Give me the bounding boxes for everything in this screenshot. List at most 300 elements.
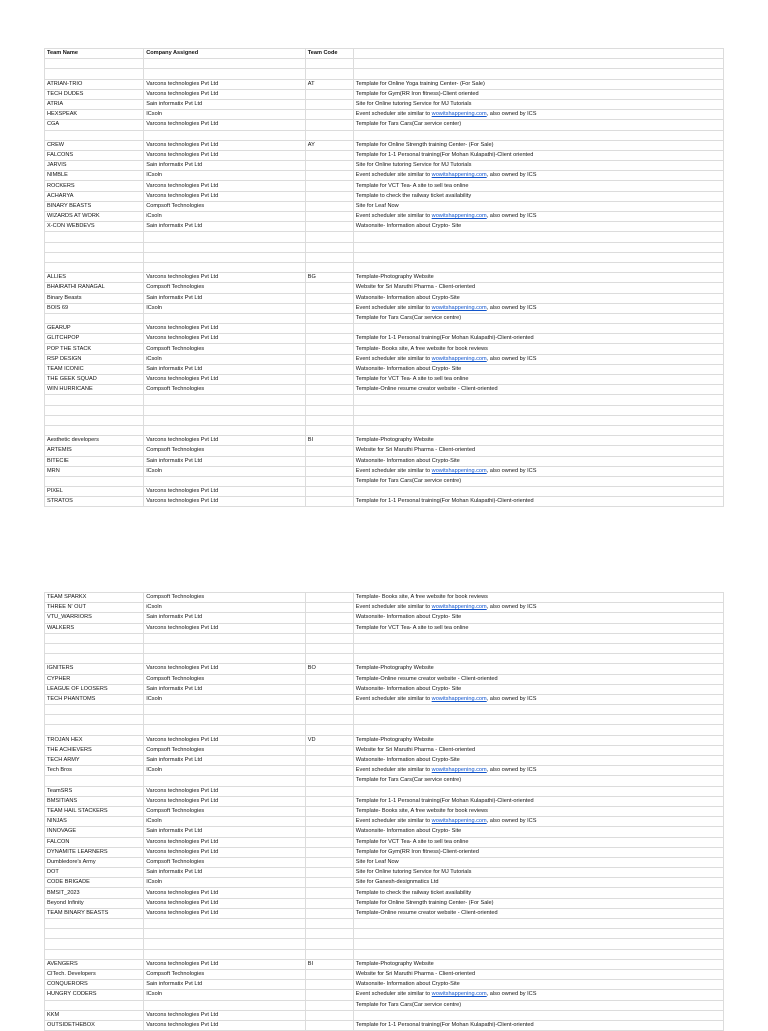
project-cell: Template-Online resume creator website - Client-oriented [353,385,723,395]
project-link[interactable]: wowitshappening.com [431,111,487,118]
company-cell [144,130,306,140]
team-code-cell [305,745,353,755]
team-code-cell [305,786,353,796]
table-row [45,705,724,715]
table-row [45,776,724,786]
project-cell [353,1010,723,1020]
team-code-cell [305,603,353,613]
project-cell: Template-Photography Website [353,735,723,745]
project-cell [353,487,723,497]
team-name-cell: INNOVAGE [45,827,144,837]
company-cell [144,725,306,735]
project-cell: Template-Photography Website [353,273,723,283]
project-cell [353,603,723,613]
project-cell [353,303,723,313]
table-row [45,344,724,354]
table-row [45,664,724,674]
team-code-cell [305,456,353,466]
company-cell: Sain informatix Pvt Ltd [144,868,306,878]
team-name-cell: NIMBLE [45,171,144,181]
team-name-cell [45,929,144,939]
project-link[interactable]: wowitshappening.com [431,767,487,774]
table-row [45,476,724,486]
project-cell [353,725,723,735]
company-cell: Sain informatix Pvt Ltd [144,756,306,766]
company-cell: Varcons technologies Pvt Ltd [144,888,306,898]
project-cell: Site for Ganesh-designmatics Ltd [353,878,723,888]
project-cell [353,939,723,949]
team-name-cell: CITech. Developers [45,969,144,979]
team-name-cell: Aesthetic developers [45,436,144,446]
company-cell [144,776,306,786]
company-cell: Varcons technologies Pvt Ltd [144,191,306,201]
table-row [45,745,724,755]
project-cell: Template- Books site, A free website for book reviews [353,593,723,603]
header-team-name: Team Name [45,49,144,59]
team-name-cell: ALLIES [45,273,144,283]
company-cell [144,242,306,252]
company-cell: Compsoft Technologies [144,283,306,293]
team-code-cell [305,262,353,272]
project-text-before-link: Event scheduler site similar to [355,172,432,179]
team-code-cell [305,1020,353,1030]
team-name-cell: TeamSRS [45,786,144,796]
team-name-cell: POP THE STACK [45,344,144,354]
project-cell [353,242,723,252]
team-code-cell [305,344,353,354]
company-cell [144,949,306,959]
table-row [45,654,724,664]
project-link[interactable]: wowitshappening.com [431,991,487,998]
company-cell [144,654,306,664]
project-cell: Watsonsite- Information about Crypto- Site [353,827,723,837]
company-cell: Compsoft Technologies [144,201,306,211]
company-cell [144,405,306,415]
team-code-cell [305,191,353,201]
table-row [45,283,724,293]
company-cell: Varcons technologies Pvt Ltd [144,140,306,150]
team-code-cell [305,908,353,918]
team-name-cell: TECH DUDES [45,89,144,99]
project-cell: Template for VCT Tea- A site to sell tea online [353,837,723,847]
team-name-cell [45,476,144,486]
table-row [45,919,724,929]
project-cell [353,252,723,262]
project-cell: Template for Tars Cars(Car service centre) [353,776,723,786]
project-cell [353,110,723,120]
project-cell: Website for Sri Maruthi Pharma - Client-oriented [353,969,723,979]
team-name-cell: NINJAS [45,817,144,827]
team-name-cell: BMSITIANS [45,796,144,806]
project-cell: Template for Gym(RR Iron fitness)-Client oriented [353,89,723,99]
company-cell: Sain informatix Pvt Ltd [144,364,306,374]
team-code-cell [305,847,353,857]
project-cell [353,919,723,929]
company-cell [144,715,306,725]
team-code-cell: AY [305,140,353,150]
project-cell: Template for VCT Tea- A site to sell tea online [353,623,723,633]
project-cell: Template for 1-1 Personal training(For Mohan Kulapathi)-Client-oriented [353,796,723,806]
team-name-cell: ACHARYA [45,191,144,201]
company-cell: Varcons technologies Pvt Ltd [144,735,306,745]
team-code-cell: VD [305,735,353,745]
team-code-cell [305,313,353,323]
team-name-cell [45,919,144,929]
table-row [45,89,724,99]
team-code-cell [305,293,353,303]
company-cell: Sain informatix Pvt Ltd [144,684,306,694]
team-code-cell [305,232,353,242]
company-cell: Varcons technologies Pvt Ltd [144,150,306,160]
team-name-cell: CYPHER [45,674,144,684]
company-cell [144,313,306,323]
team-name-cell [45,405,144,415]
team-code-cell [305,497,353,507]
project-cell [353,786,723,796]
company-cell: Compsoft Technologies [144,344,306,354]
table-row [45,715,724,725]
table-row [45,817,724,827]
project-link[interactable]: wowitshappening.com [431,355,487,362]
company-cell: ICsoln [144,466,306,476]
header-team-code: Team Code [305,49,353,59]
table-row [45,385,724,395]
team-code-cell [305,756,353,766]
team-name-cell: Beyond Infinity [45,898,144,908]
table-row [45,725,724,735]
team-code-cell [305,623,353,633]
table-row [45,201,724,211]
table-row [45,786,724,796]
project-cell: Template for Online Yoga training Center- (For Sale) [353,79,723,89]
team-code-cell [305,694,353,704]
team-assignment-table-page-2 [44,592,724,1031]
project-cell: Template for Tars Cars(Car service centre) [353,313,723,323]
project-cell [353,59,723,69]
company-cell: Varcons technologies Pvt Ltd [144,837,306,847]
company-cell: Varcons technologies Pvt Ltd [144,847,306,857]
company-cell [144,59,306,69]
team-code-cell [305,817,353,827]
company-cell: iCsoln [144,603,306,613]
team-code-cell [305,303,353,313]
table-row [45,847,724,857]
table-row [45,939,724,949]
company-cell [144,643,306,653]
team-code-cell [305,476,353,486]
project-cell [353,324,723,334]
project-text-before-link: Event scheduler site similar to [355,304,432,311]
team-code-cell [305,222,353,232]
team-code-cell [305,633,353,643]
project-cell: Watsonsite- Information about Crypto- Site [353,364,723,374]
team-name-cell: FALCON [45,837,144,847]
table-row [45,1020,724,1030]
project-cell: Site for Online tutoring Service for MJ Tutorials [353,99,723,109]
team-name-cell [45,313,144,323]
table-row [45,252,724,262]
project-text-before-link: Event scheduler site similar to [355,355,432,362]
project-link[interactable]: wowitshappening.com [431,213,487,220]
project-cell: Website for Sri Maruthi Pharma - Client-oriented [353,745,723,755]
team-code-cell [305,766,353,776]
team-name-cell [45,654,144,664]
team-name-cell: BITECIE [45,456,144,466]
company-cell: Varcons technologies Pvt Ltd [144,436,306,446]
table-row [45,273,724,283]
table-row [45,59,724,69]
company-cell: Varcons technologies Pvt Ltd [144,89,306,99]
project-text-after-link: , also owned by ICS [486,818,537,825]
project-text-after-link: , also owned by ICS [486,355,537,362]
project-text-before-link: Event scheduler site similar to [355,467,432,474]
team-name-cell: BHAIRATHI RANAGAL [45,283,144,293]
company-cell: Varcons technologies Pvt Ltd [144,273,306,283]
team-name-cell: WIZARDS AT WORK [45,212,144,222]
company-cell: Compsoft Technologies [144,969,306,979]
table-body-page-2 [45,593,724,1031]
project-cell [353,633,723,643]
team-name-cell [45,939,144,949]
team-name-cell: BOIS 69 [45,303,144,313]
table-row [45,425,724,435]
project-text-after-link: , also owned by ICS [486,695,537,702]
table-row [45,990,724,1000]
team-code-cell [305,919,353,929]
team-code-cell [305,796,353,806]
team-code-cell [305,980,353,990]
project-cell [353,817,723,827]
team-name-cell: IGNITERS [45,664,144,674]
project-link[interactable]: wowitshappening.com [431,467,487,474]
team-name-cell: ROCKERS [45,181,144,191]
table-row [45,99,724,109]
team-name-cell: ATRIA [45,99,144,109]
team-name-cell: ATRIAN-TRIO [45,79,144,89]
project-cell: Template for Online Strength training Center- (For Sale) [353,140,723,150]
table-row [45,120,724,130]
table-row [45,324,724,334]
team-code-cell [305,150,353,160]
project-cell [353,929,723,939]
company-cell: Varcons technologies Pvt Ltd [144,786,306,796]
table-row [45,354,724,364]
team-assignment-table-page-1 [44,48,724,507]
table-row [45,395,724,405]
team-code-cell [305,888,353,898]
project-text-after-link: , also owned by ICS [486,767,537,774]
company-cell: Varcons technologies Pvt Ltd [144,898,306,908]
company-cell [144,919,306,929]
team-name-cell [45,425,144,435]
table-row [45,806,724,816]
project-link[interactable]: wowitshappening.com [431,695,487,702]
table-row [45,334,724,344]
project-cell [353,766,723,776]
team-name-cell: RSP DESIGN [45,354,144,364]
project-cell: Watsonsite- Information about Crypto-Site [353,456,723,466]
project-cell: Site for Leaf Now [353,857,723,867]
table-row [45,466,724,476]
project-cell: Website for Sri Maruthi Pharma - Client-oriented [353,283,723,293]
project-cell [353,395,723,405]
team-code-cell [305,425,353,435]
team-code-cell [305,405,353,415]
table-row [45,456,724,466]
company-cell: Sain informatix Pvt Ltd [144,293,306,303]
project-cell [353,990,723,1000]
project-link[interactable]: wowitshappening.com [431,604,487,611]
project-text-before-link: Event scheduler site similar to [355,213,432,220]
project-cell: Template- Books site, A free website for book reviews [353,344,723,354]
team-name-cell: STRATOS [45,497,144,507]
company-cell [144,395,306,405]
team-code-cell [305,110,353,120]
table-row [45,415,724,425]
project-cell [353,705,723,715]
company-cell: Varcons technologies Pvt Ltd [144,375,306,385]
project-cell: Template-Photography Website [353,959,723,969]
company-cell: ICsoln [144,110,306,120]
table-row [45,313,724,323]
project-cell [353,69,723,79]
team-code-cell [305,939,353,949]
company-cell: Compsoft Technologies [144,806,306,816]
team-name-cell: CGA [45,120,144,130]
table-row [45,293,724,303]
team-name-cell: HUNGRY CODERS [45,990,144,1000]
project-text-after-link: , also owned by ICS [486,304,537,311]
project-cell: Template to check the railway ticket availability [353,888,723,898]
project-cell [353,715,723,725]
project-cell: Watsonsite- Information about Crypto- Site [353,222,723,232]
team-name-cell: DOT [45,868,144,878]
team-name-cell: THREE N' OUT [45,603,144,613]
team-code-cell [305,181,353,191]
company-cell [144,232,306,242]
project-cell: Template- Books site, A free website for book reviews [353,806,723,816]
team-name-cell: THE ACHIEVERS [45,745,144,755]
team-name-cell [45,59,144,69]
team-code-cell [305,1000,353,1010]
project-cell [353,949,723,959]
project-cell: Watsonsite- Information about Crypto-Site [353,756,723,766]
project-cell: Template for Tars Cars(Car service centre) [353,1000,723,1010]
team-code-cell [305,684,353,694]
project-cell: Website for Sri Maruthi Pharma - Client-oriented [353,446,723,456]
table-row [45,593,724,603]
team-code-cell [305,212,353,222]
project-cell [353,643,723,653]
team-name-cell [45,262,144,272]
team-name-cell [45,633,144,643]
team-name-cell [45,395,144,405]
team-name-cell: CREW [45,140,144,150]
team-name-cell: Dumbledore's Army [45,857,144,867]
team-name-cell [45,1000,144,1010]
project-link[interactable]: wowitshappening.com [431,304,487,311]
header-row [45,49,724,59]
table-row [45,949,724,959]
table-row [45,857,724,867]
company-cell: Varcons technologies Pvt Ltd [144,334,306,344]
team-name-cell: BMSIT_2023 [45,888,144,898]
company-cell: ICsoln [144,990,306,1000]
table-row [45,405,724,415]
table-row [45,497,724,507]
company-cell: Compsoft Technologies [144,745,306,755]
team-name-cell: CONQUERORS [45,980,144,990]
team-name-cell: TROJAN HEX [45,735,144,745]
team-name-cell: TEAM BINARY BEASTS [45,908,144,918]
project-cell: Watsonsite- Information about Crypto- Site [353,684,723,694]
project-cell: Template-Photography Website [353,436,723,446]
table-row [45,1010,724,1020]
team-code-cell [305,1010,353,1020]
project-link[interactable]: wowitshappening.com [431,818,487,825]
table-row [45,1000,724,1010]
company-cell: Varcons technologies Pvt Ltd [144,623,306,633]
team-name-cell: AVENGERS [45,959,144,969]
team-name-cell [45,705,144,715]
table-row [45,242,724,252]
company-cell: Sain informatix Pvt Ltd [144,456,306,466]
table-row [45,171,724,181]
company-cell: Varcons technologies Pvt Ltd [144,1010,306,1020]
company-cell: Compsoft Technologies [144,385,306,395]
project-cell: Template to check the railway ticket availability [353,191,723,201]
table-row [45,375,724,385]
team-code-cell [305,929,353,939]
project-cell [353,466,723,476]
project-text-before-link: Event scheduler site similar to [355,767,432,774]
project-text-before-link: Event scheduler site similar to [355,695,432,702]
company-cell [144,415,306,425]
company-cell: Varcons technologies Pvt Ltd [144,181,306,191]
table-row [45,827,724,837]
project-cell: Watsonsite- Information about Crypto-Site [353,293,723,303]
company-cell [144,252,306,262]
team-code-cell [305,120,353,130]
table-row [45,613,724,623]
team-name-cell [45,715,144,725]
table-row [45,130,724,140]
company-cell: Sain informatix Pvt Ltd [144,222,306,232]
project-cell: Template-Online resume creator website - Client-oriented [353,908,723,918]
team-name-cell: HEXSPEAK [45,110,144,120]
team-name-cell: VTU_WARRIORS [45,613,144,623]
company-cell [144,262,306,272]
team-name-cell: THE GEEK SQUAD [45,375,144,385]
project-cell [353,212,723,222]
company-cell: Compsoft Technologies [144,446,306,456]
project-link[interactable]: wowitshappening.com [431,172,487,179]
project-cell [353,262,723,272]
team-code-cell [305,949,353,959]
table-row [45,888,724,898]
table-row [45,603,724,613]
project-text-after-link: , also owned by ICS [486,213,537,220]
company-cell: Varcons technologies Pvt Ltd [144,497,306,507]
team-code-cell [305,59,353,69]
project-text-after-link: , also owned by ICS [486,111,537,118]
team-code-cell [305,705,353,715]
team-code-cell [305,364,353,374]
company-cell: Varcons technologies Pvt Ltd [144,1020,306,1030]
project-cell [353,405,723,415]
team-code-cell [305,375,353,385]
project-cell: Template-Online resume creator website - Client-oriented [353,674,723,684]
